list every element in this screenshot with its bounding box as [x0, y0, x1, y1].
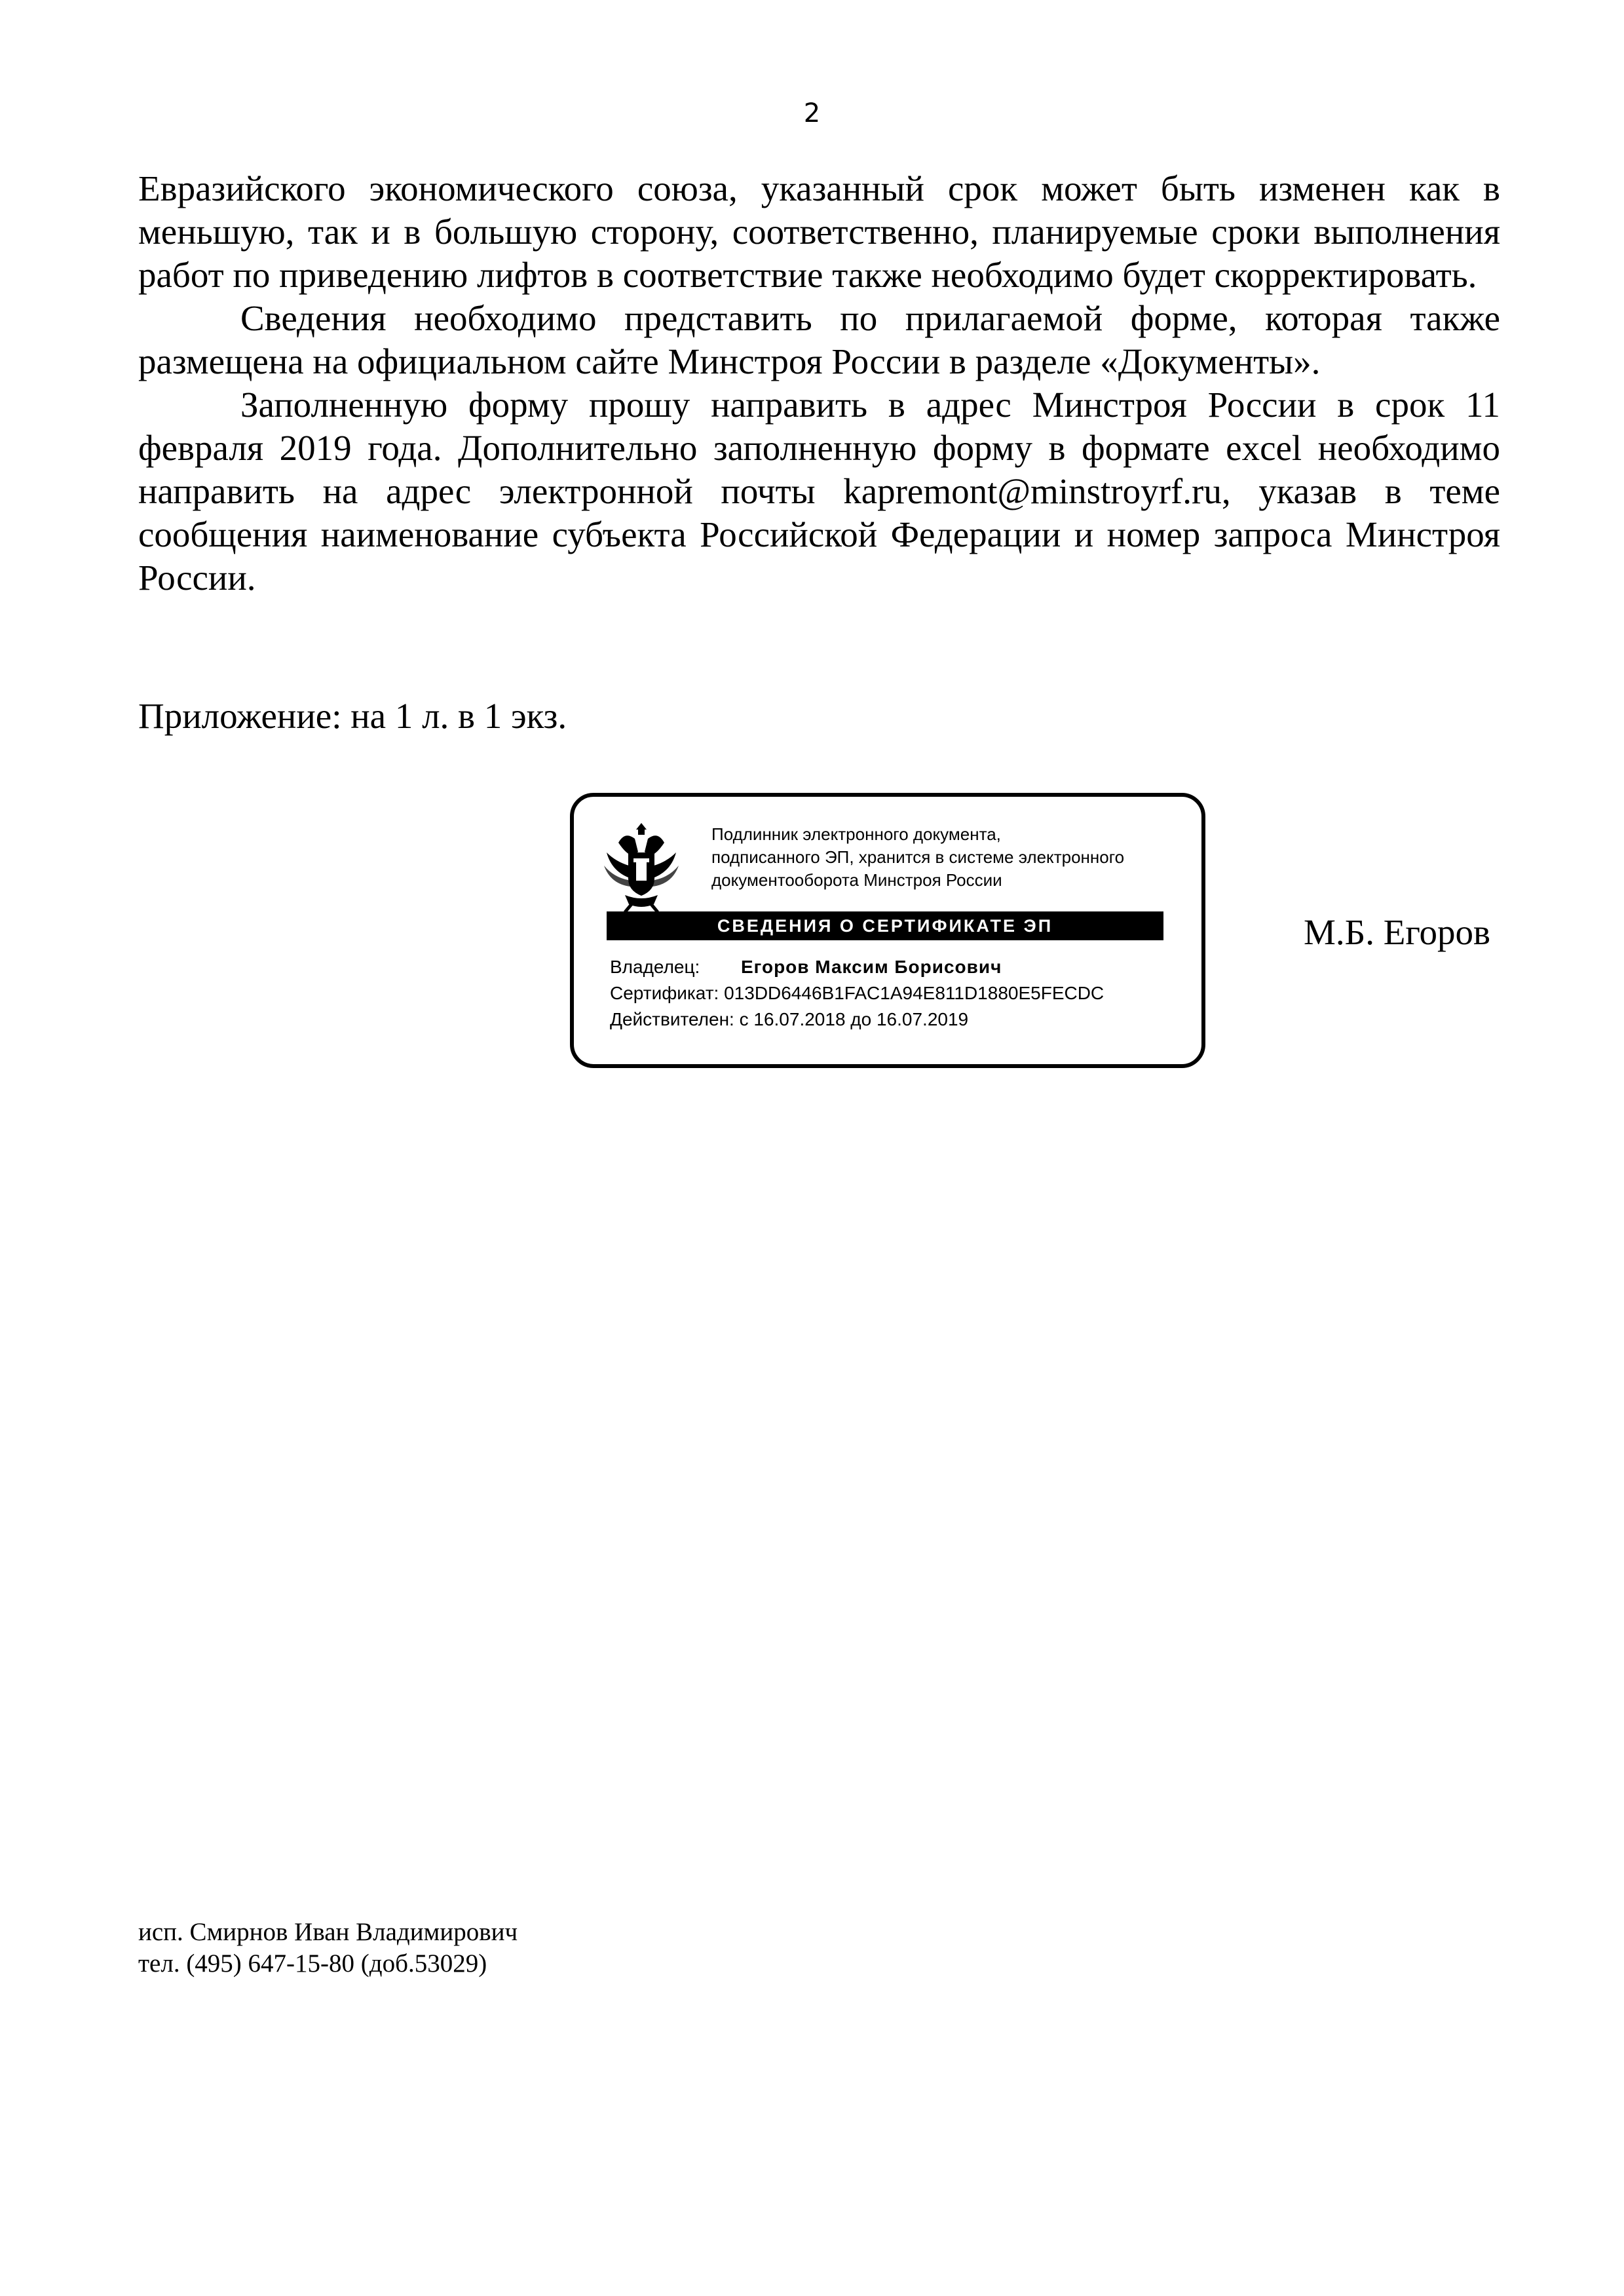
- executor-name: исп. Смирнов Иван Владимирович: [138, 1918, 518, 1946]
- certificate-validity: Действителен: с 16.07.2018 до 16.07.2019: [610, 1009, 969, 1029]
- certificate-banner: СВЕДЕНИЯ О СЕРТИФИКАТЕ ЭП: [607, 911, 1163, 940]
- stamp-header: [711, 823, 1196, 892]
- certificate-number: Сертификат: 013DD6446B1FAC1A94E811D1880E5FECDC: [610, 983, 1105, 1003]
- stamp-header-line: документооборота Минстроя России: [711, 870, 1002, 890]
- stamp-header-line: Подлинник электронного документа,: [711, 824, 1001, 844]
- stamp-header-line: подписанного ЭП, хранится в системе электронного: [711, 847, 1125, 867]
- coat-of-arms-icon: [599, 816, 684, 915]
- paragraph-continuation: Евразийского экономического союза, указанный срок может быть изменен как в меньшую, так и в большую сторону, соответственно, планируемые сроки выполнения работ по приведению лифтов в соответствие также необходимо будет скорректировать.: [138, 168, 1500, 295]
- letter-body: [138, 167, 1500, 600]
- page-number: 2: [803, 98, 821, 128]
- executor-info: [138, 1917, 518, 1980]
- paragraph-form-info: Сведения необходимо представить по прилагаемой форме, которая также размещена на официальном сайте Минстроя России в разделе «Документы».: [138, 298, 1500, 381]
- attachment-note: Приложение: на 1 л. в 1 экз.: [138, 696, 567, 736]
- owner-row: [610, 954, 1186, 980]
- paragraph-submission: Заполненную форму прошу направить в адрес Минстроя России в срок 11 февраля 2019 года. Дополнительно заполненную форму в формате excel необходимо направить на адрес электронной почты kapremont@minstroyrf.ru, указав в теме сообщения наименование субъекта Российской Федерации и номер запроса Минстроя России.: [138, 385, 1500, 598]
- signatory-name: М.Б. Егоров: [1304, 912, 1490, 952]
- executor-phone: тел. (495) 647-15-80 (доб.53029): [138, 1949, 487, 1978]
- owner-name: Егоров Максим Борисович: [741, 957, 1002, 977]
- electronic-signature-stamp: [570, 793, 1205, 1068]
- owner-label: Владелец:: [610, 957, 700, 977]
- certificate-details: [610, 954, 1186, 1033]
